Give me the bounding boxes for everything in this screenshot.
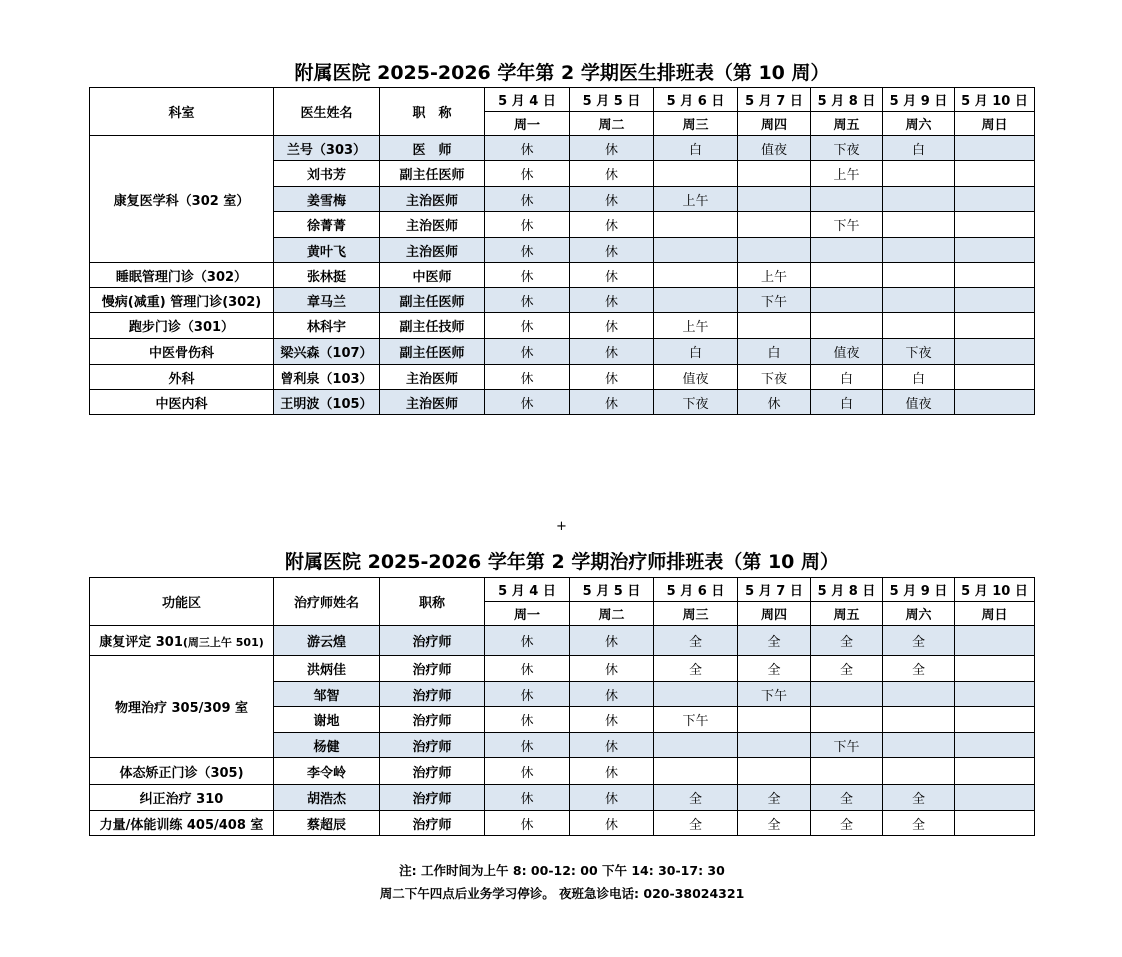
shift-cell — [738, 212, 811, 238]
shift-cell: 休 — [570, 785, 654, 811]
shift-cell — [811, 263, 883, 288]
emergency-phone-note: 周二下午四点后业务学习停诊。 夜班急诊电话: 020-38024321 — [379, 886, 745, 901]
shift-cell: 休 — [485, 212, 570, 238]
table-row — [90, 339, 1035, 365]
shift-cell — [654, 733, 738, 758]
shift-cell — [654, 212, 738, 238]
shift-cell: 休 — [485, 811, 570, 836]
shift-cell: 休 — [570, 161, 654, 187]
header-weekday: 周日 — [955, 112, 1035, 136]
shift-cell — [883, 733, 955, 758]
shift-cell — [955, 187, 1035, 212]
header-weekday: 周一 — [485, 112, 570, 136]
shift-cell — [883, 313, 955, 339]
dept-label: 中医骨伤科 — [148, 346, 214, 361]
shift-cell: 下午 — [738, 682, 811, 707]
shift-cell: 值夜 — [738, 136, 811, 161]
header-date: 5 月 8 日 — [811, 578, 883, 602]
shift-cell: 休 — [570, 707, 654, 733]
dept-cell — [90, 626, 274, 656]
shift-cell: 下午 — [811, 733, 883, 758]
shift-cell: 全 — [811, 811, 883, 836]
header-date: 5 月 10 日 — [955, 88, 1035, 112]
header-weekday: 周日 — [955, 602, 1035, 626]
shift-cell: 休 — [570, 682, 654, 707]
shift-cell — [955, 288, 1035, 313]
shift-cell: 白 — [654, 339, 738, 365]
table-row — [90, 626, 1035, 656]
header-weekday: 周三 — [654, 602, 738, 626]
staff-title: 医 师 — [380, 136, 485, 161]
dept-cell — [90, 313, 274, 339]
shift-cell: 下夜 — [738, 365, 811, 390]
shift-cell — [955, 136, 1035, 161]
shift-cell: 休 — [570, 811, 654, 836]
therapist-table-title: 附属医院 2025-2026 学年第 2 学期治疗师排班表（第 10 周） — [285, 551, 839, 573]
shift-cell: 休 — [485, 136, 570, 161]
shift-cell — [811, 238, 883, 263]
header-weekday: 周六 — [883, 602, 955, 626]
dept-label: 慢病(减重) 管理门诊(302) — [101, 294, 262, 310]
staff-title: 治疗师 — [380, 733, 485, 758]
shift-cell — [955, 390, 1035, 415]
shift-cell — [955, 212, 1035, 238]
shift-cell: 休 — [570, 365, 654, 390]
table-row — [90, 365, 1035, 390]
header-date: 5 月 6 日 — [654, 578, 738, 602]
staff-title: 治疗师 — [380, 707, 485, 733]
table-row — [90, 263, 1035, 288]
separator-mark: + — [556, 519, 567, 534]
shift-cell: 休 — [570, 758, 654, 785]
shift-cell: 休 — [738, 390, 811, 415]
header-weekday: 周四 — [738, 602, 811, 626]
shift-cell — [811, 707, 883, 733]
shift-cell: 下夜 — [654, 390, 738, 415]
shift-cell: 休 — [485, 313, 570, 339]
shift-cell — [654, 238, 738, 263]
shift-cell: 休 — [570, 187, 654, 212]
shift-cell — [811, 313, 883, 339]
shift-cell: 下夜 — [883, 339, 955, 365]
shift-cell: 白 — [883, 365, 955, 390]
shift-cell: 全 — [883, 785, 955, 811]
shift-cell — [883, 187, 955, 212]
staff-title: 副主任医师 — [380, 161, 485, 187]
shift-cell: 白 — [883, 136, 955, 161]
shift-cell: 休 — [485, 785, 570, 811]
shift-cell — [883, 161, 955, 187]
shift-cell: 下午 — [654, 707, 738, 733]
shift-cell: 上午 — [654, 313, 738, 339]
shift-cell — [955, 811, 1035, 836]
table-row — [90, 785, 1035, 811]
doctor-table-title: 附属医院 2025-2026 学年第 2 学期医生排班表（第 10 周） — [294, 62, 830, 84]
shift-cell — [811, 758, 883, 785]
shift-cell: 休 — [570, 212, 654, 238]
dept-label: 纠正治疗 310 — [139, 792, 224, 807]
shift-cell: 休 — [485, 187, 570, 212]
staff-title: 主治医师 — [380, 187, 485, 212]
shift-cell — [955, 339, 1035, 365]
shift-cell — [811, 288, 883, 313]
shift-cell: 休 — [485, 758, 570, 785]
shift-cell: 休 — [570, 313, 654, 339]
shift-cell: 白 — [738, 339, 811, 365]
shift-cell: 白 — [811, 365, 883, 390]
staff-name: 林科宇 — [274, 313, 380, 339]
shift-cell: 全 — [738, 656, 811, 682]
header-weekday: 周四 — [738, 112, 811, 136]
shift-cell — [738, 707, 811, 733]
shift-cell — [955, 365, 1035, 390]
shift-cell: 全 — [654, 785, 738, 811]
header-name: 治疗师姓名 — [274, 578, 380, 626]
staff-name: 谢地 — [274, 707, 380, 733]
doctor-schedule-table — [89, 87, 1035, 415]
shift-cell: 休 — [485, 339, 570, 365]
staff-title: 治疗师 — [380, 785, 485, 811]
shift-cell: 全 — [738, 626, 811, 656]
shift-cell — [883, 758, 955, 785]
table-row — [90, 136, 1035, 161]
header-weekday: 周二 — [570, 602, 654, 626]
shift-cell — [738, 313, 811, 339]
shift-cell: 下午 — [738, 288, 811, 313]
shift-cell — [738, 758, 811, 785]
shift-cell — [955, 707, 1035, 733]
header-date: 5 月 5 日 — [570, 578, 654, 602]
shift-cell: 休 — [570, 626, 654, 656]
shift-cell: 全 — [738, 785, 811, 811]
header-date: 5 月 8 日 — [811, 88, 883, 112]
header-date: 5 月 9 日 — [883, 578, 955, 602]
header-date: 5 月 4 日 — [485, 88, 570, 112]
header-title: 职 称 — [380, 88, 485, 136]
dept-label: 力量/体能训练 405/408 室 — [99, 817, 264, 833]
shift-cell: 休 — [485, 238, 570, 263]
shift-cell — [738, 238, 811, 263]
shift-cell: 白 — [654, 136, 738, 161]
staff-name: 刘书芳 — [274, 161, 380, 187]
shift-cell — [883, 212, 955, 238]
header-date: 5 月 7 日 — [738, 578, 811, 602]
shift-cell: 休 — [485, 707, 570, 733]
staff-title: 主治医师 — [380, 238, 485, 263]
shift-cell — [738, 733, 811, 758]
staff-name: 杨健 — [274, 733, 380, 758]
header-weekday: 周六 — [883, 112, 955, 136]
staff-name: 章马兰 — [274, 288, 380, 313]
shift-cell: 值夜 — [654, 365, 738, 390]
dept-cell — [90, 758, 274, 785]
header-title: 职称 — [380, 578, 485, 626]
shift-cell: 全 — [883, 626, 955, 656]
dept-cell — [90, 390, 274, 415]
table-row — [90, 656, 1035, 682]
header-weekday: 周二 — [570, 112, 654, 136]
shift-cell — [883, 707, 955, 733]
shift-cell: 休 — [570, 339, 654, 365]
shift-cell — [654, 288, 738, 313]
shift-cell: 全 — [738, 811, 811, 836]
shift-cell: 全 — [811, 626, 883, 656]
staff-title: 主治医师 — [380, 365, 485, 390]
shift-cell — [811, 187, 883, 212]
header-weekday: 周五 — [811, 112, 883, 136]
header-date: 5 月 9 日 — [883, 88, 955, 112]
shift-cell — [811, 682, 883, 707]
shift-cell: 上午 — [811, 161, 883, 187]
dept-label: 物理治疗 305/309 室 — [114, 701, 249, 716]
shift-cell: 休 — [570, 263, 654, 288]
shift-cell: 全 — [883, 656, 955, 682]
staff-title: 治疗师 — [380, 656, 485, 682]
table-row — [90, 390, 1035, 415]
dept-cell — [90, 339, 274, 365]
shift-cell — [654, 682, 738, 707]
header-name: 医生姓名 — [274, 88, 380, 136]
dept-note: (周三上午 501) — [182, 636, 264, 649]
shift-cell: 休 — [485, 161, 570, 187]
shift-cell: 下午 — [811, 212, 883, 238]
shift-cell — [955, 626, 1035, 656]
shift-cell: 值夜 — [811, 339, 883, 365]
dept-label: 康复医学科（302 室） — [113, 193, 250, 209]
shift-cell: 上午 — [738, 263, 811, 288]
staff-name: 游云煌 — [274, 626, 380, 656]
shift-cell: 全 — [883, 811, 955, 836]
header-date: 5 月 7 日 — [738, 88, 811, 112]
shift-cell: 下夜 — [811, 136, 883, 161]
shift-cell — [883, 288, 955, 313]
shift-cell — [955, 238, 1035, 263]
shift-cell: 休 — [485, 733, 570, 758]
header-weekday: 周一 — [485, 602, 570, 626]
staff-name: 邹智 — [274, 682, 380, 707]
staff-name: 张林挺 — [274, 263, 380, 288]
staff-title: 主治医师 — [380, 390, 485, 415]
shift-cell: 全 — [654, 656, 738, 682]
dept-label: 睡眠管理门诊（302） — [115, 269, 248, 285]
shift-cell — [955, 758, 1035, 785]
dept-cell — [90, 288, 274, 313]
work-hours-note: 注: 工作时间为上午 8: 00-12: 00 下午 14: 30-17: 30 — [399, 863, 725, 878]
shift-cell: 休 — [570, 136, 654, 161]
shift-cell: 休 — [485, 626, 570, 656]
staff-title: 副主任技师 — [380, 313, 485, 339]
shift-cell: 全 — [654, 626, 738, 656]
header-date: 5 月 6 日 — [654, 88, 738, 112]
dept-cell — [90, 136, 274, 263]
dept-label: 体态矫正门诊（305) — [119, 765, 244, 781]
shift-cell: 休 — [485, 682, 570, 707]
shift-cell: 休 — [485, 390, 570, 415]
shift-cell: 全 — [811, 656, 883, 682]
dept-label: 跑步门诊（301） — [128, 320, 235, 335]
shift-cell — [883, 682, 955, 707]
shift-cell: 上午 — [654, 187, 738, 212]
header-date: 5 月 10 日 — [955, 578, 1035, 602]
staff-title: 治疗师 — [380, 758, 485, 785]
staff-name: 黄叶飞 — [274, 238, 380, 263]
table-row — [90, 758, 1035, 785]
shift-cell — [738, 187, 811, 212]
shift-cell — [654, 263, 738, 288]
staff-name: 兰号（303） — [274, 136, 380, 161]
shift-cell — [654, 758, 738, 785]
therapist-schedule-table — [89, 577, 1035, 836]
staff-name: 梁兴森（107） — [274, 339, 380, 365]
staff-name: 王明波（105） — [274, 390, 380, 415]
shift-cell: 休 — [485, 365, 570, 390]
staff-name: 徐菁菁 — [274, 212, 380, 238]
staff-title: 治疗师 — [380, 682, 485, 707]
shift-cell: 休 — [570, 238, 654, 263]
shift-cell — [654, 161, 738, 187]
shift-cell: 休 — [570, 390, 654, 415]
header-weekday: 周五 — [811, 602, 883, 626]
staff-name: 洪炳佳 — [274, 656, 380, 682]
shift-cell — [955, 682, 1035, 707]
header-weekday: 周三 — [654, 112, 738, 136]
dept-label: 中医内科 — [155, 396, 208, 412]
shift-cell: 休 — [570, 288, 654, 313]
shift-cell — [955, 313, 1035, 339]
staff-name: 曾利泉（103） — [274, 365, 380, 390]
dept-cell — [90, 656, 274, 758]
staff-name: 胡浩杰 — [274, 785, 380, 811]
staff-title: 治疗师 — [380, 626, 485, 656]
staff-title: 中医师 — [380, 263, 485, 288]
shift-cell — [883, 263, 955, 288]
shift-cell: 休 — [485, 288, 570, 313]
shift-cell — [955, 161, 1035, 187]
shift-cell — [738, 161, 811, 187]
shift-cell: 全 — [811, 785, 883, 811]
staff-name: 蔡超辰 — [274, 811, 380, 836]
shift-cell — [955, 656, 1035, 682]
dept-cell — [90, 811, 274, 836]
header-date: 5 月 5 日 — [570, 88, 654, 112]
shift-cell: 休 — [485, 263, 570, 288]
dept-cell — [90, 365, 274, 390]
shift-cell: 休 — [570, 733, 654, 758]
staff-title: 副主任医师 — [380, 288, 485, 313]
shift-cell: 全 — [654, 811, 738, 836]
table-row — [90, 313, 1035, 339]
shift-cell — [955, 733, 1035, 758]
shift-cell: 白 — [811, 390, 883, 415]
staff-title: 副主任医师 — [380, 339, 485, 365]
staff-title: 主治医师 — [380, 212, 485, 238]
table-row — [90, 288, 1035, 313]
shift-cell: 休 — [485, 656, 570, 682]
dept-cell — [90, 785, 274, 811]
header-dept: 科室 — [90, 88, 274, 136]
header-date: 5 月 4 日 — [485, 578, 570, 602]
staff-name: 李令岭 — [274, 758, 380, 785]
shift-cell — [883, 238, 955, 263]
table-row — [90, 811, 1035, 836]
shift-cell: 值夜 — [883, 390, 955, 415]
shift-cell — [955, 785, 1035, 811]
shift-cell: 休 — [570, 656, 654, 682]
dept-label: 康复评定 301 — [99, 635, 183, 650]
staff-name: 姜雪梅 — [274, 187, 380, 212]
staff-title: 治疗师 — [380, 811, 485, 836]
header-dept: 功能区 — [90, 578, 274, 626]
dept-cell — [90, 263, 274, 288]
shift-cell — [955, 263, 1035, 288]
dept-label: 外科 — [168, 371, 195, 387]
